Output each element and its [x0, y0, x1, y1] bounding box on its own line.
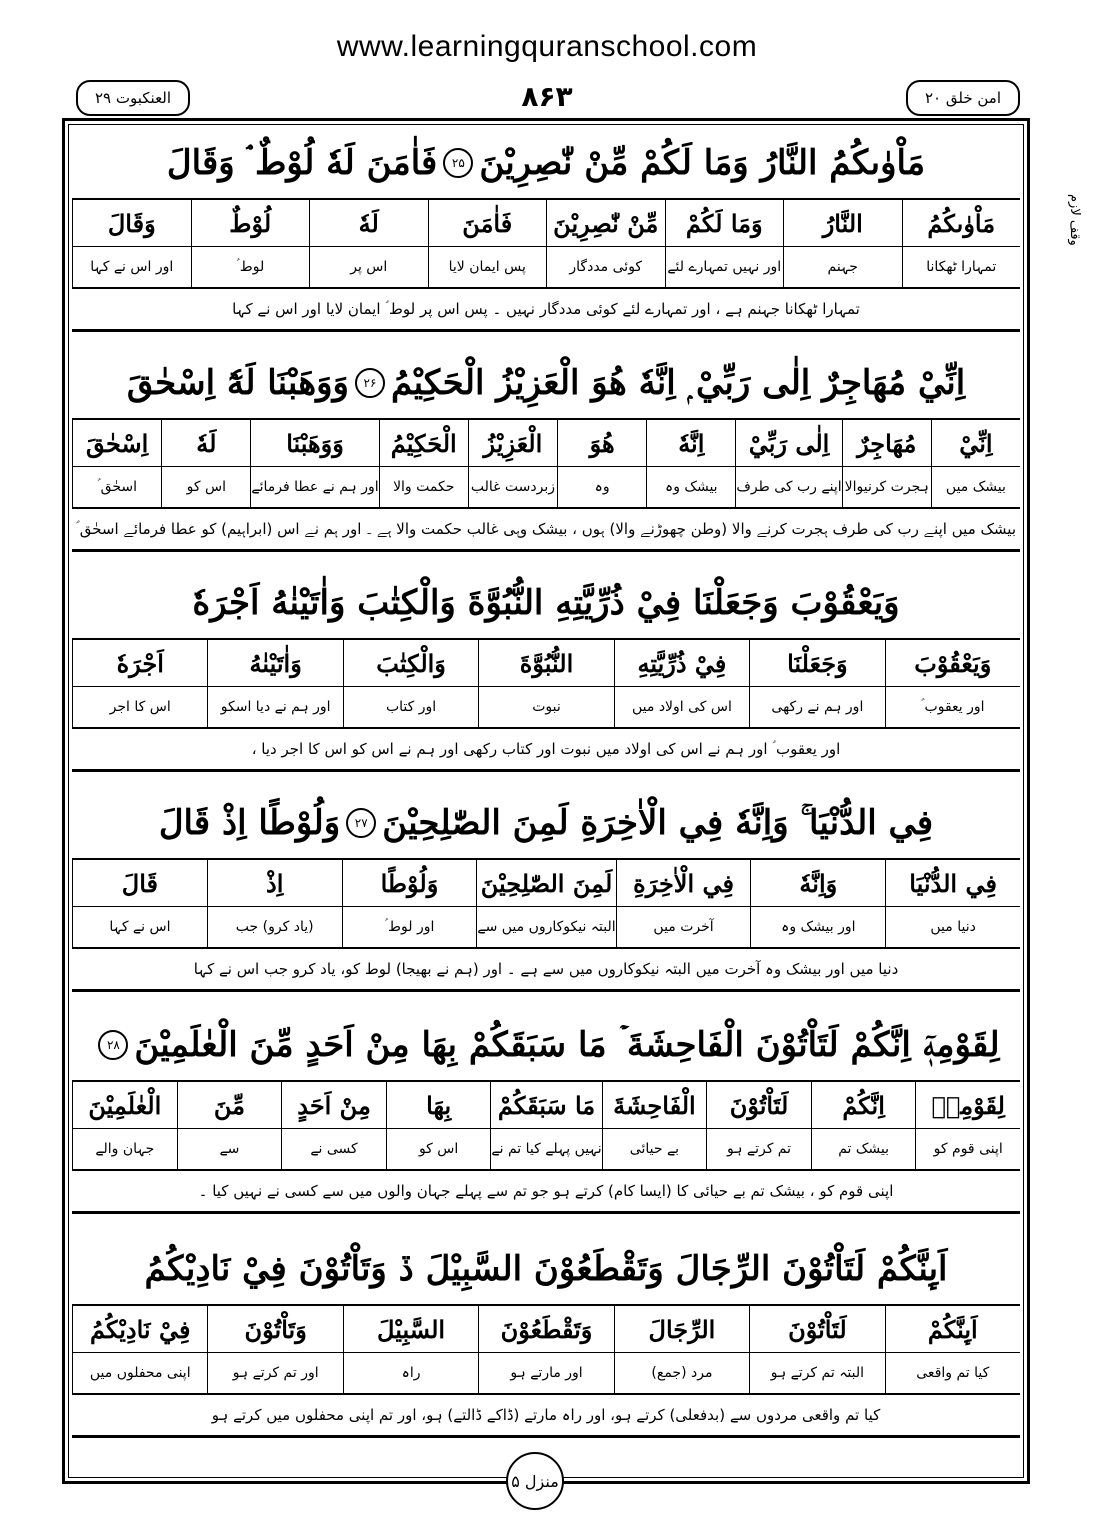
arabic-word-cell: الْعَزِيْزُ: [468, 420, 557, 467]
arabic-word-cell: وَقَالَ: [72, 200, 191, 247]
ayah-number-marker: ۲۸: [98, 1030, 128, 1060]
surah-label: العنکبوت ۲۹: [76, 80, 190, 116]
urdu-meaning-cell: اس کی اولاد میں: [614, 687, 749, 727]
arabic-word-cell: فِي الدُّنْيَا: [885, 860, 1020, 907]
ayah-line: [72, 788, 1020, 860]
side-note: وقف لازم: [1067, 194, 1082, 246]
ayah-section: [72, 348, 1020, 552]
arabic-word-cell: وَتَاْتُوْنَ: [207, 1306, 342, 1353]
arabic-word-cell: لَهٗ: [161, 420, 250, 467]
urdu-meaning-cell: تمہارا ٹھکانا: [902, 247, 1021, 287]
urdu-meaning-cell: راہ: [343, 1353, 478, 1393]
ayah-text-continued: فَاٰمَنَ لَهٗ لُوْطٌ ۘ وَقَالَ: [166, 143, 438, 183]
urdu-meaning-cell: بیشک تم: [811, 1129, 916, 1169]
translation-line: بیشک میں اپنے رب کی طرف ہجرت کرنے والا (وطن چھوڑنے والا) ہوں ، بیشک وہی غالب حکمت والا ہے ۔ اور ہم نے اس (ابراہیم) کو عطا فرمائے اسحٰق ؑ: [72, 509, 1020, 552]
urdu-meaning-cell: اور کتاب: [343, 687, 478, 727]
arabic-word-cell: اِنِّيْ: [931, 420, 1020, 467]
word-meaning-grid: [72, 420, 1020, 509]
ayah-section: [72, 788, 1020, 992]
urdu-meaning-cell: بے حیائی: [602, 1129, 707, 1169]
translation-line: تمہارا ٹھکانا جہنم ہے ، اور تمہارے لئے کوئی مددگار نہیں ۔ پس اس پر لوط ؑ ایمان لایا اور اس نے کہا: [72, 289, 1020, 332]
urdu-meaning-cell: جہنم: [783, 247, 902, 287]
arabic-word-cell: الْعٰلَمِيْنَ: [72, 1082, 177, 1129]
arabic-word-cell: لَتَاْتُوْنَ: [749, 1306, 884, 1353]
urdu-meaning-cell: لوط ؑ: [191, 247, 310, 287]
urdu-meaning-cell: وہ: [557, 467, 646, 507]
urdu-meaning-cell: اور تم کرتے ہو: [207, 1353, 342, 1393]
arabic-word-cell: وَمَا لَكُمْ: [665, 200, 784, 247]
urdu-meaning-cell: آخرت میں: [616, 907, 751, 947]
arabic-word-cell: لَمِنَ الصّٰلِحِيْنَ: [476, 860, 615, 907]
translation-line: کیا تم واقعی مردوں سے (بدفعلی) کرتے ہو، اور راہ مارتے (ڈاکے ڈالتے) ہو، اور تم اپنی محفلوں میں کرتے ہو: [72, 1395, 1020, 1438]
urdu-meaning-cell: دنیا میں: [885, 907, 1020, 947]
arabic-word-cell: وَتَقْطَعُوْنَ: [478, 1306, 613, 1353]
urdu-meaning-cell: اور اس نے کہا: [72, 247, 191, 287]
arabic-word-cell: الْفَاحِشَةَ: [602, 1082, 707, 1129]
urdu-meaning-cell: سے: [177, 1129, 282, 1169]
manzil-badge: منزل ۵: [506, 1452, 564, 1510]
word-meaning-grid: [72, 1306, 1020, 1395]
page-number: ۸۶۳: [521, 79, 573, 113]
arabic-word-cell: مِّنْ نّٰصِرِيْنَ: [546, 200, 665, 247]
urdu-meaning-cell: اپنی محفلوں میں: [72, 1353, 207, 1393]
ayah-text: اِنِّيْ مُهَاجِرٌ اِلٰى رَبِّيْ ۭ اِنَّهٗ هُوَ الْعَزِيْزُ الْحَكِيْمُ: [390, 363, 966, 403]
arabic-word-cell: اِنَّهٗ: [646, 420, 735, 467]
urdu-meaning-cell: البتہ نیکوکاروں میں سے: [476, 907, 615, 947]
urdu-meaning-cell: نہیں پہلے کیا تم نے: [490, 1129, 601, 1169]
arabic-word-cell: اِلٰى رَبِّيْ: [735, 420, 841, 467]
ayah-section: [72, 1010, 1020, 1214]
ayah-line: [72, 1010, 1020, 1082]
arabic-word-cell: هُوَ: [557, 420, 646, 467]
urdu-meaning-cell: اور ہم نے دیا اسکو: [207, 687, 342, 727]
arabic-word-cell: قَالَ: [72, 860, 207, 907]
ayah-section: [72, 128, 1020, 332]
urdu-meaning-cell: اسحٰق ؑ: [72, 467, 161, 507]
arabic-word-cell: مُهَاجِرٌ: [842, 420, 931, 467]
urdu-meaning-cell: کیا تم واقعی: [885, 1353, 1020, 1393]
arabic-word-cell: مِنْ اَحَدٍ: [281, 1082, 386, 1129]
arabic-word-cell: بِهَا: [386, 1082, 491, 1129]
word-meaning-grid: [72, 640, 1020, 729]
arabic-word-cell: وَيَعْقُوْبَ: [885, 640, 1020, 687]
arabic-word-cell: مَاْوٰىكُمُ: [902, 200, 1021, 247]
ayah-section: [72, 568, 1020, 772]
urdu-meaning-cell: تم کرتے ہو: [706, 1129, 811, 1169]
arabic-word-cell: لِقَوْمِهٖ: [915, 1082, 1020, 1129]
ayah-line: [72, 1234, 1020, 1306]
urdu-meaning-cell: اور یعقوب ؑ: [885, 687, 1020, 727]
arabic-word-cell: اِنَّكُمْ: [811, 1082, 916, 1129]
urdu-meaning-cell: پس ایمان لایا: [428, 247, 547, 287]
arabic-word-cell: وَلُوْطًا: [342, 860, 477, 907]
urdu-meaning-cell: اور مارتے ہو: [478, 1353, 613, 1393]
arabic-word-cell: فِيْ نَادِيْكُمُ: [72, 1306, 207, 1353]
ayah-text: فِي الدُّنْيَا ۚ وَاِنَّهٗ فِي الْاٰخِرَةِ لَمِنَ الصّٰلِحِيْنَ: [382, 803, 934, 843]
arabic-word-cell: اِذْ: [207, 860, 342, 907]
urdu-meaning-cell: کوئی مددگار: [546, 247, 665, 287]
ayah-text: وَيَعْقُوْبَ وَجَعَلْنَا فِيْ ذُرِّيَّتِهِ النُّبُوَّةَ وَالْكِتٰبَ وَاٰتَيْنٰهُ اَجْرَهٗ: [192, 583, 900, 623]
ayah-line: [72, 568, 1020, 640]
urdu-meaning-cell: مرد (جمع): [614, 1353, 749, 1393]
urdu-meaning-cell: اس کا اجر: [72, 687, 207, 727]
arabic-word-cell: وَاٰتَيْنٰهُ: [207, 640, 342, 687]
ayah-line: [72, 348, 1020, 420]
urdu-meaning-cell: اس کو: [161, 467, 250, 507]
urdu-meaning-cell: نبوت: [478, 687, 613, 727]
arabic-word-cell: لَتَاْتُوْنَ: [706, 1082, 811, 1129]
arabic-word-cell: الرِّجَالَ: [614, 1306, 749, 1353]
arabic-word-cell: وَجَعَلْنَا: [749, 640, 884, 687]
urdu-meaning-cell: زبردست غالب: [468, 467, 557, 507]
ayah-text: مَاْوٰىكُمُ النَّارُ وَمَا لَكُمْ مِّنْ نّٰصِرِيْنَ: [479, 143, 926, 183]
arabic-word-cell: مِّنَ: [177, 1082, 282, 1129]
arabic-word-cell: اَىِٕنَّكُمْ: [885, 1306, 1020, 1353]
urdu-meaning-cell: اس کو: [386, 1129, 491, 1169]
juz-label: امن خلق ۲۰: [906, 80, 1020, 116]
arabic-word-cell: وَوَهَبْنَا: [250, 420, 378, 467]
arabic-word-cell: النُّبُوَّةَ: [478, 640, 613, 687]
arabic-word-cell: وَالْكِتٰبَ: [343, 640, 478, 687]
ayah-number-marker: ۲۵: [443, 148, 473, 178]
urdu-meaning-cell: حکمت والا: [379, 467, 468, 507]
arabic-word-cell: اِسْحٰقَ: [72, 420, 161, 467]
arabic-word-cell: مَا سَبَقَكُمْ: [490, 1082, 601, 1129]
arabic-word-cell: فِي الْاٰخِرَةِ: [616, 860, 751, 907]
arabic-word-cell: النَّارُ: [783, 200, 902, 247]
urdu-meaning-cell: اس پر: [309, 247, 428, 287]
urdu-meaning-cell: اور ہم نے رکھی: [749, 687, 884, 727]
arabic-word-cell: اَجْرَهٗ: [72, 640, 207, 687]
urdu-meaning-cell: (یاد کرو) جب: [207, 907, 342, 947]
arabic-word-cell: لَهٗ: [309, 200, 428, 247]
urdu-meaning-cell: اس نے کہا: [72, 907, 207, 947]
ayah-number-marker: ۲۷: [346, 808, 376, 838]
arabic-word-cell: وَاِنَّهٗ: [750, 860, 885, 907]
urdu-meaning-cell: ہجرت کرنیوالا: [842, 467, 931, 507]
urdu-meaning-cell: بیشک میں: [931, 467, 1020, 507]
ayah-text-continued: وَوَهَبْنَا لَهٗٓ اِسْحٰقَ: [126, 363, 349, 403]
urdu-meaning-cell: بیشک وہ: [646, 467, 735, 507]
arabic-word-cell: فَاٰمَنَ: [428, 200, 547, 247]
translation-line: دنیا میں اور بیشک وہ آخرت میں البتہ نیکوکاروں میں سے ہے ۔ اور (ہم نے بھیجا) لوط کو، یاد کرو جب اس نے کہا: [72, 949, 1020, 992]
urdu-meaning-cell: البتہ تم کرتے ہو: [749, 1353, 884, 1393]
urdu-meaning-cell: جہان والے: [72, 1129, 177, 1169]
ayah-number-marker: ۲۶: [355, 368, 385, 398]
ayah-text-continued: وَلُوْطًا اِذْ قَالَ: [158, 803, 341, 843]
arabic-word-cell: الْحَكِيْمُ: [379, 420, 468, 467]
urdu-meaning-cell: کسی نے: [281, 1129, 386, 1169]
ayah-line: [72, 128, 1020, 200]
ayah-section: [72, 1234, 1020, 1438]
urdu-meaning-cell: اپنے رب کی طرف: [735, 467, 841, 507]
urdu-meaning-cell: اپنی قوم کو: [915, 1129, 1020, 1169]
urdu-meaning-cell: اور نہیں تمہارے لئے: [665, 247, 784, 287]
site-url[interactable]: www.learningquranschool.com: [336, 30, 758, 63]
arabic-word-cell: لُوْطٌ: [191, 200, 310, 247]
translation-line: اپنی قوم کو ، بیشک تم بے حیائی کا (ایسا کام) کرتے ہو جو تم سے پہلے جہان والوں میں سے کسی نے نہیں کیا ۔: [72, 1171, 1020, 1214]
ayah-text: لِقَوْمِهٖٓ اِنَّكُمْ لَتَاْتُوْنَ الْفَاحِشَةَ ۡ مَا سَبَقَكُمْ بِهَا مِنْ اَحَدٍ مِّنَ الْعٰلَمِيْنَ: [134, 1025, 1000, 1065]
urdu-meaning-cell: اور لوط ؑ: [342, 907, 477, 947]
arabic-word-cell: السَّبِيْلَ: [343, 1306, 478, 1353]
translation-line: اور یعقوب ؑ اور ہم نے اس کی اولاد میں نبوت اور کتاب رکھی اور ہم نے اس کو اس کا اجر دیا ،: [72, 729, 1020, 772]
ayah-text: اَىِٕنَّكُمْ لَتَاْتُوْنَ الرِّجَالَ وَتَقْطَعُوْنَ السَّبِيْلَ ڏ وَتَاْتُوْنَ فِيْ نَادِيْكُمُ: [144, 1249, 948, 1289]
word-meaning-grid: [72, 200, 1020, 289]
urdu-meaning-cell: اور بیشک وہ: [750, 907, 885, 947]
urdu-meaning-cell: اور ہم نے عطا فرمائے: [250, 467, 378, 507]
arabic-word-cell: فِيْ ذُرِّيَّتِهِ: [614, 640, 749, 687]
word-meaning-grid: [72, 860, 1020, 949]
word-meaning-grid: [72, 1082, 1020, 1171]
